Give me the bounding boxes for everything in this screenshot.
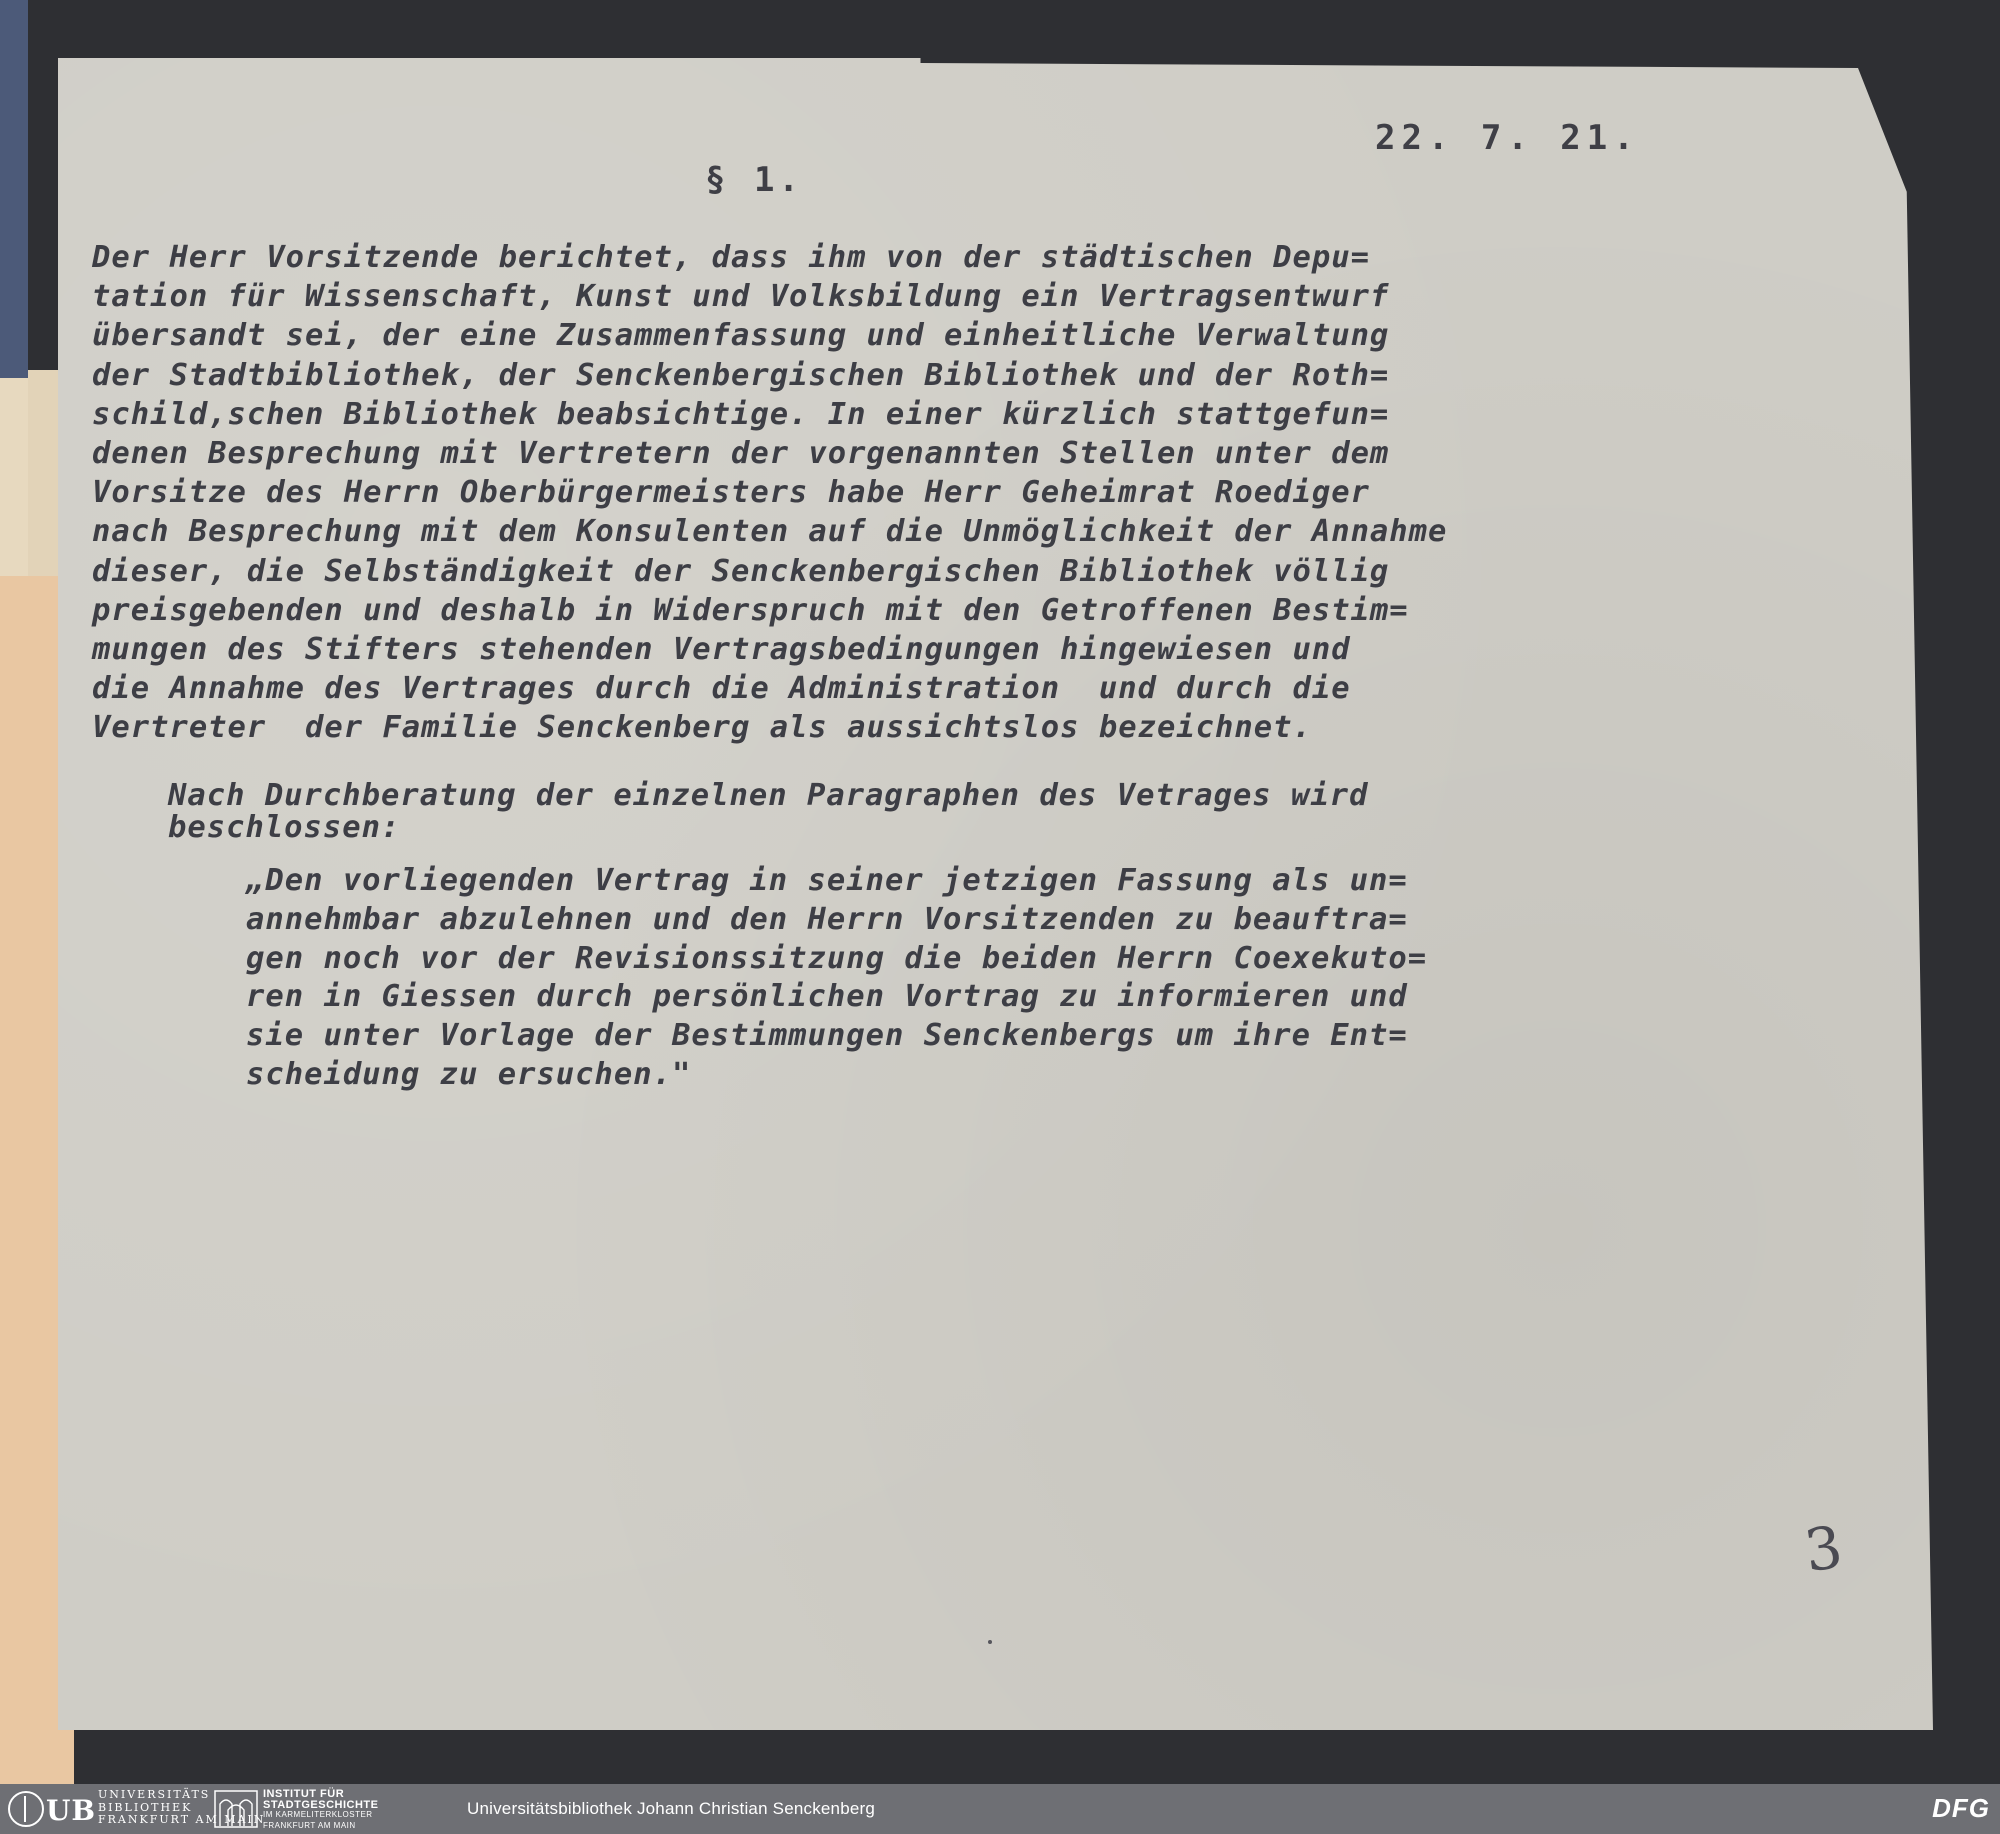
text-line: schild,schen Bibliothek beabsichtige. In einer kürzlich stattgefun= [92,396,1390,432]
ub-logo-text[interactable]: UNIVERSITÄTS BIBLIOTHEK FRANKFURT AM MAIN [98,1788,266,1826]
text-line: beschlossen: [168,810,401,845]
handwritten-page-number: 3 [1800,1512,1847,1586]
text-line: scheidung zu ersuchen." [246,1056,692,1092]
text-line: tation für Wissenschaft, Kunst und Volksbildung ein Vertragsentwurf [92,279,1390,315]
text-line: die Annahme des Vertrages durch die Administration und durch die [92,671,1351,707]
dfg-logo[interactable]: DFG [1932,1793,1990,1823]
text-line: annehmbar abzulehnen und den Herrn Vorsitzenden zu beauftra= [246,901,1408,937]
text-line: Nach Durchberatung der einzelnen Paragraphen des Vetrages wird [168,778,1369,813]
text-line: mungen des Stifters stehenden Vertragsbedingungen hingewiesen und [92,632,1351,668]
pencil-mark [988,1640,992,1644]
ub-logo-icon[interactable] [8,1791,44,1827]
text-line: übersandt sei, der eine Zusammenfassung und einheitliche Verwaltung [92,318,1390,354]
paragraph-decision-intro [168,780,1368,844]
text-line: Vorsitze des Herrn Oberbürgermeisters habe Herr Geheimrat Roediger [92,475,1370,511]
text-line: nach Besprechung mit dem Konsulenten auf die Unmöglichkeit der Annahme [92,514,1448,550]
text-line: dieser, die Selbständigkeit der Senckenbergischen Bibliothek völlig [92,553,1390,589]
text-line: Der Herr Vorsitzende berichtet, dass ihm von der städtischen Depu= [92,240,1370,275]
text-line: der Stadtbibliothek, der Senckenbergischen Bibliothek und der Roth= [92,357,1390,393]
ifs-logo-text[interactable]: INSTITUT FÜR STADTGESCHICHTE IM KARMELITERKLOSTER FRANKFURT AM MAIN [263,1788,379,1830]
text-line: Vertreter der Familie Senckenberg als aussichtslos bezeichnet. [92,710,1312,746]
folder-edge-cream [0,378,28,578]
ifs-logo-icon[interactable] [214,1790,258,1828]
ub-logo-mark[interactable]: UB [46,1794,97,1827]
text-line: preisgebenden und deshalb in Widerspruch mit den Getroffenen Bestim= [92,592,1409,628]
text-line: denen Besprechung mit Vertretern der vorgenannten Stellen unter dem [92,436,1390,472]
document-date: 22. 7. 21. [1375,118,1640,158]
text-line: ren in Giessen durch persönlichen Vortrag zu informieren und [246,979,1408,1015]
text-line: „Den vorliegenden Vertrag in seiner jetzigen Fassung als un= [246,863,1408,898]
text-line: sie unter Vorlage der Bestimmungen Senckenbergs um ihre Ent= [246,1018,1408,1054]
text-line: gen noch vor der Revisionssitzung die beiden Herrn Coexekuto= [246,940,1428,976]
library-title[interactable]: Universitätsbibliothek Johann Christian Senckenberg [467,1799,876,1818]
footer-bar [0,1784,2000,1834]
section-heading: § 1. [705,160,803,200]
paragraph-report [92,238,1447,748]
folder-edge-blue [0,0,28,380]
paragraph-resolution-quote [246,862,1427,1095]
